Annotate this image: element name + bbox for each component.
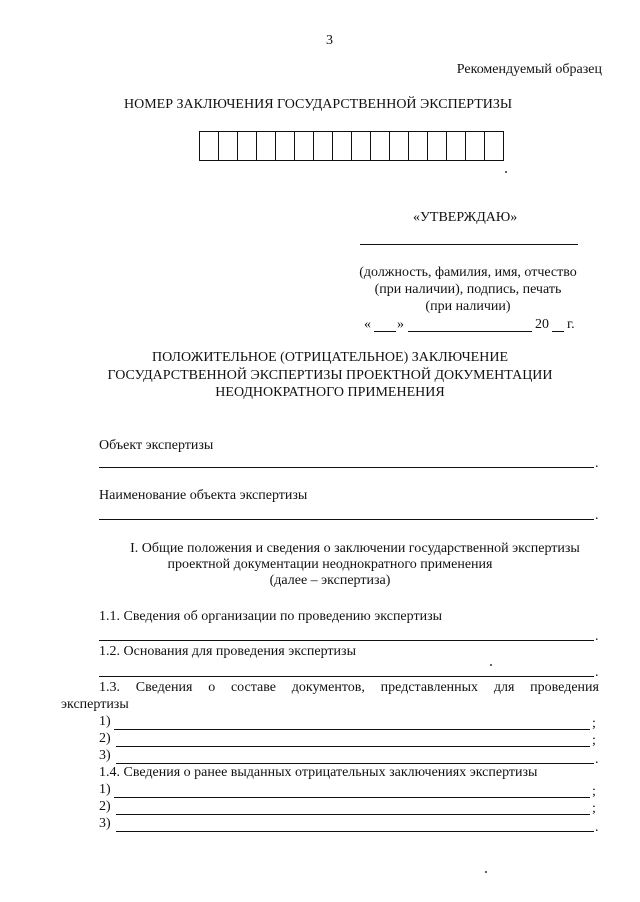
scan-speck xyxy=(490,664,492,666)
item-1-3-list-number: 3) xyxy=(99,748,111,763)
item-1-3-word: представленных xyxy=(380,680,479,695)
doc-title-line-3: НЕОДНОКРАТНОГО ПРИМЕНЕНИЯ xyxy=(215,385,445,400)
object-name-end-dot: . xyxy=(595,508,599,523)
item-1-3-list-semicolon: ; xyxy=(592,716,596,731)
object-label: Объект экспертизы xyxy=(99,438,214,453)
item-1-2-label: 1.2. Основания для проведения экспертизы xyxy=(99,644,356,659)
number-cell xyxy=(313,131,333,161)
conclusion-number-cells xyxy=(200,131,504,161)
item-1-3-word: Сведения xyxy=(135,680,193,695)
number-cell xyxy=(351,131,371,161)
date-quote-close: » xyxy=(397,317,404,332)
item-1-4-list-line xyxy=(116,814,590,815)
item-1-4-list-end-dot: . xyxy=(595,820,599,835)
item-1-2-fill-line xyxy=(99,676,594,677)
item-1-3-word: составе xyxy=(230,680,276,695)
number-cell xyxy=(294,131,314,161)
conclusion-number-title: НОМЕР ЗАКЛЮЧЕНИЯ ГОСУДАРСТВЕННОЙ ЭКСПЕРТИЗЫ xyxy=(124,97,513,112)
number-cell xyxy=(256,131,276,161)
item-1-1-fill-line xyxy=(99,640,594,641)
item-1-1-label: 1.1. Сведения об организации по проведению экспертизы xyxy=(99,609,443,624)
number-cell xyxy=(389,131,409,161)
item-1-1-end-dot: . xyxy=(595,629,599,644)
item-1-3-list-line xyxy=(116,746,590,747)
recommended-sample-label: Рекомендуемый образец xyxy=(456,62,602,77)
number-cell xyxy=(237,131,257,161)
date-month-line xyxy=(408,331,532,332)
date-day-line xyxy=(374,331,396,332)
item-1-4-list-semicolon: ; xyxy=(592,801,596,816)
date-year-suffix: г. xyxy=(567,317,575,332)
date-year-line xyxy=(552,331,564,332)
object-fill-line xyxy=(99,467,594,468)
approve-signature-line xyxy=(360,244,578,245)
scan-speck xyxy=(505,171,507,173)
scan-speck xyxy=(485,871,487,873)
page-number: 3 xyxy=(326,33,333,48)
item-1-3-word: проведения xyxy=(530,680,599,695)
item-1-4-label: 1.4. Сведения о ранее выданных отрицательных заключениях экспертизы xyxy=(99,765,538,780)
item-1-3-continuation: экспертизы xyxy=(61,697,129,712)
approve-caption-line-2: (при наличии), подпись, печать xyxy=(374,282,562,297)
approve-caption-line-1: (должность, фамилия, имя, отчество xyxy=(359,265,577,280)
item-1-3-list-end-dot: . xyxy=(595,752,599,767)
item-1-4-list-number: 3) xyxy=(99,816,111,831)
item-1-4-list-number: 1) xyxy=(99,782,111,797)
doc-title-line-2: ГОСУДАРСТВЕННОЙ ЭКСПЕРТИЗЫ ПРОЕКТНОЙ ДОКУМЕНТАЦИИ xyxy=(107,368,553,383)
object-name-label: Наименование объекта экспертизы xyxy=(99,488,308,503)
item-1-4-list-semicolon: ; xyxy=(592,784,596,799)
item-1-3-word: 1.3. xyxy=(99,680,120,695)
number-cell xyxy=(370,131,390,161)
section1-heading-line-3: (далее – экспертиза) xyxy=(269,573,391,588)
item-1-3-list-number: 1) xyxy=(99,714,111,729)
number-cell xyxy=(275,131,295,161)
number-cell xyxy=(465,131,485,161)
date-quote-open: « xyxy=(364,317,371,332)
date-year-prefix: 20 xyxy=(535,317,549,332)
item-1-4-list-number: 2) xyxy=(99,799,111,814)
item-1-3-word: о xyxy=(208,680,216,695)
number-cell xyxy=(332,131,352,161)
item-1-3-list-line xyxy=(114,729,590,730)
item-1-3-list-semicolon: ; xyxy=(592,733,596,748)
item-1-3-list-line xyxy=(116,763,594,764)
number-cell xyxy=(484,131,504,161)
section1-heading-line-1: I. Общие положения и сведения о заключении государственной экспертизы xyxy=(130,541,580,556)
number-cell xyxy=(218,131,238,161)
item-1-4-list-line xyxy=(116,831,594,832)
approve-title: «УТВЕРЖДАЮ» xyxy=(413,210,518,225)
number-cell xyxy=(427,131,447,161)
item-1-3-list-number: 2) xyxy=(99,731,111,746)
object-end-dot: . xyxy=(595,456,599,471)
number-cell xyxy=(446,131,466,161)
object-name-fill-line xyxy=(99,519,594,520)
number-cell xyxy=(199,131,219,161)
item-1-3-label xyxy=(99,680,599,696)
item-1-3-word: для xyxy=(493,680,515,695)
item-1-2-end-dot: . xyxy=(595,665,599,680)
doc-title-line-1: ПОЛОЖИТЕЛЬНОЕ (ОТРИЦАТЕЛЬНОЕ) ЗАКЛЮЧЕНИЕ xyxy=(152,350,508,365)
approve-caption-line-3: (при наличии) xyxy=(425,299,511,314)
section1-heading-line-2: проектной документации неоднократного применения xyxy=(167,557,493,572)
item-1-4-list-line xyxy=(114,797,590,798)
number-cell xyxy=(408,131,428,161)
item-1-3-word: документов, xyxy=(291,680,365,695)
